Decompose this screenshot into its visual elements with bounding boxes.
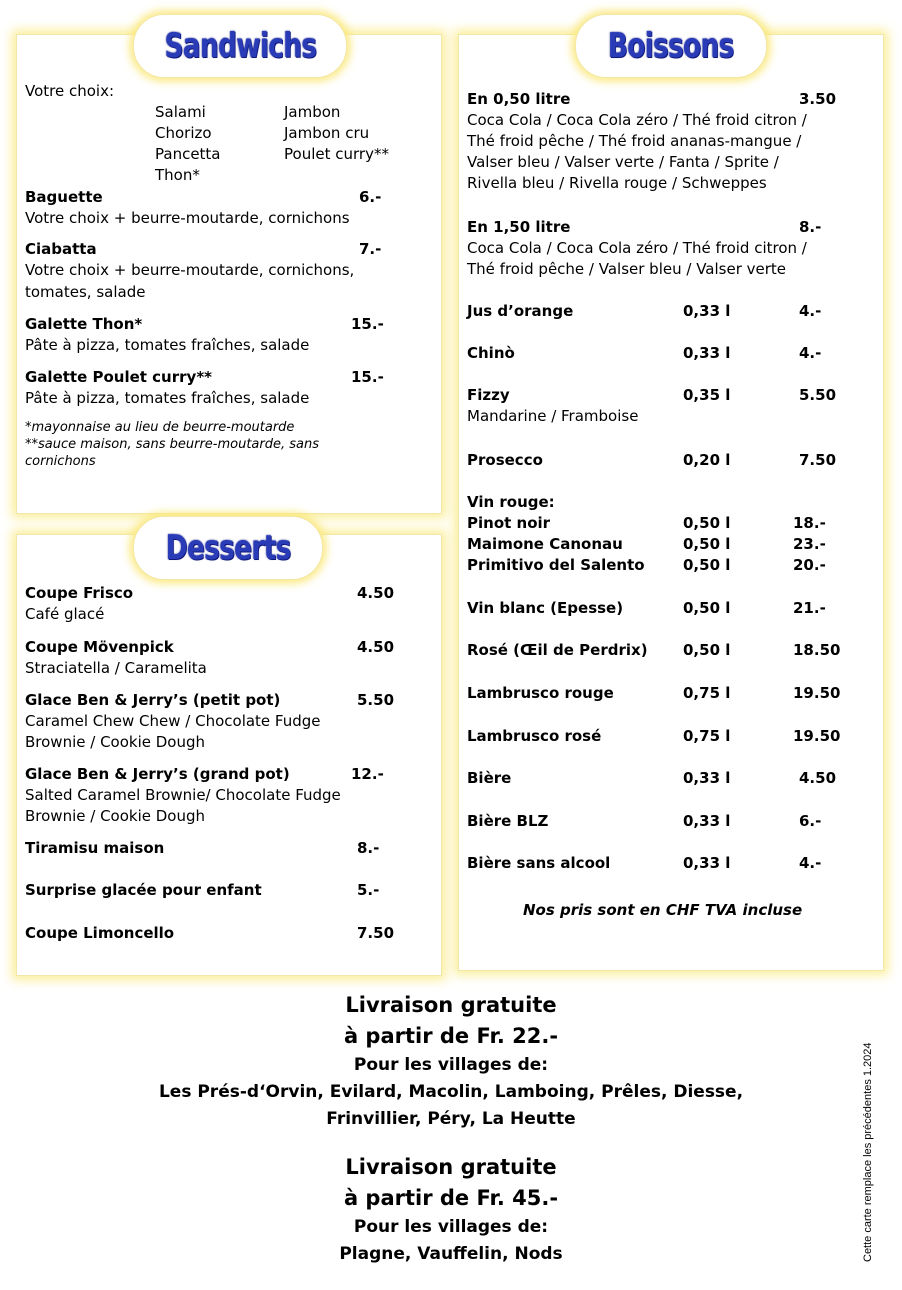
item-name: Galette Poulet curry** bbox=[25, 368, 213, 386]
item-name: Surprise glacée pour enfant bbox=[25, 881, 262, 899]
soft-desc-line: Thé froid pêche / Valser bleu / Valser verte bbox=[467, 260, 787, 278]
choice-item: Salami bbox=[155, 103, 206, 121]
choice-item: Thon* bbox=[155, 166, 200, 184]
drink-price: 4.50 bbox=[799, 769, 837, 787]
delivery-min-order: à partir de Fr. 22.- bbox=[343, 1024, 559, 1048]
item-price: 4.50 bbox=[357, 584, 395, 602]
item-desc: Pâte à pizza, tomates fraîches, salade bbox=[25, 336, 310, 354]
note-line: cornichons bbox=[25, 454, 96, 469]
delivery-block-2 bbox=[0, 1152, 902, 1268]
soft-size: En 0,50 litre bbox=[467, 90, 571, 108]
drink-price: 6.- bbox=[799, 812, 822, 830]
item-price: 12.- bbox=[351, 765, 384, 783]
drink-volume: 0,50 l bbox=[683, 641, 731, 659]
drink-name: Chinò bbox=[467, 344, 515, 362]
drink-volume: 0,33 l bbox=[683, 344, 731, 362]
drink-name: Bière BLZ bbox=[467, 812, 549, 830]
item-desc: tomates, salade bbox=[25, 283, 146, 301]
desserts-panel bbox=[16, 534, 442, 976]
drink-name: Bière sans alcool bbox=[467, 854, 611, 872]
soft-desc-line: Thé froid pêche / Thé froid ananas-mangue / bbox=[467, 132, 802, 150]
drink-price: 4.- bbox=[799, 344, 822, 362]
soft-price: 3.50 bbox=[799, 90, 837, 108]
item-desc: Votre choix + beurre-moutarde, cornichons, bbox=[25, 261, 355, 279]
item-desc: Brownie / Cookie Dough bbox=[25, 807, 206, 825]
soft-desc bbox=[467, 238, 807, 280]
drink-volume: 0,75 l bbox=[683, 684, 731, 702]
drink-price: 5.50 bbox=[799, 386, 837, 404]
item-name: Coupe Frisco bbox=[25, 584, 134, 602]
note-line: *mayonnaise au lieu de beurre-moutarde bbox=[25, 420, 295, 435]
item-desc: Salted Caramel Brownie/ Chocolate Fudge bbox=[25, 786, 341, 804]
drink-name: Prosecco bbox=[467, 451, 543, 469]
boissons-title-badge bbox=[575, 14, 767, 78]
drink-price: 21.- bbox=[793, 599, 826, 617]
soft-desc-line: Coca Cola / Coca Cola zéro / Thé froid citron / bbox=[467, 111, 807, 129]
delivery-title: Livraison gratuite bbox=[345, 1155, 557, 1179]
item-desc: Brownie / Cookie Dough bbox=[25, 733, 206, 751]
drink-price: 18.- bbox=[793, 514, 826, 532]
choice-item: Jambon bbox=[284, 103, 341, 121]
sandwichs-title: Sandwichs bbox=[164, 26, 316, 66]
drink-price: 20.- bbox=[793, 556, 826, 574]
drink-price: 23.- bbox=[793, 535, 826, 553]
item-name: Coupe Mövenpick bbox=[25, 638, 174, 656]
choices-col2 bbox=[284, 102, 389, 165]
note-line: **sauce maison, sans beurre-moutarde, sans bbox=[25, 437, 320, 452]
drink-volume: 0,50 l bbox=[683, 556, 731, 574]
drink-price: 4.- bbox=[799, 302, 822, 320]
soft-size: En 1,50 litre bbox=[467, 218, 571, 236]
item-name: Baguette bbox=[25, 188, 103, 206]
item-price: 15.- bbox=[351, 315, 384, 333]
delivery-villages-label: Pour les villages de: bbox=[353, 1217, 549, 1237]
drink-price: 19.50 bbox=[793, 727, 841, 745]
item-desc: Café glacé bbox=[25, 605, 105, 623]
delivery-min-order: à partir de Fr. 45.- bbox=[343, 1186, 559, 1210]
desserts-title-badge bbox=[133, 516, 323, 580]
choice-item: Poulet curry** bbox=[284, 145, 389, 163]
drink-name: Rosé (Œil de Perdrix) bbox=[467, 641, 648, 659]
item-price: 8.- bbox=[357, 839, 380, 857]
delivery-block-1 bbox=[0, 990, 902, 1133]
drink-name: Fizzy bbox=[467, 386, 510, 404]
drink-volume: 0,35 l bbox=[683, 386, 731, 404]
item-price: 15.- bbox=[351, 368, 384, 386]
drink-volume: 0,50 l bbox=[683, 599, 731, 617]
sandwichs-title-badge bbox=[133, 14, 347, 78]
soft-desc-line: Rivella bleu / Rivella rouge / Schweppes bbox=[467, 174, 767, 192]
item-name: Galette Thon* bbox=[25, 315, 143, 333]
drink-name: Pinot noir bbox=[467, 514, 551, 532]
soft-desc-line: Valser bleu / Valser verte / Fanta / Sprite / bbox=[467, 153, 779, 171]
sandwichs-panel bbox=[16, 34, 442, 514]
drink-price: 4.- bbox=[799, 854, 822, 872]
boissons-panel bbox=[458, 34, 884, 971]
drink-volume: 0,33 l bbox=[683, 854, 731, 872]
item-price: 5.- bbox=[357, 881, 380, 899]
delivery-villages: Les Prés-d‘Orvin, Evilard, Macolin, Lamboing, Prêles, Diesse, bbox=[158, 1082, 744, 1102]
drink-name: Primitivo del Salento bbox=[467, 556, 645, 574]
item-desc: Votre choix + beurre-moutarde, cornichons bbox=[25, 209, 350, 227]
drink-volume: 0,33 l bbox=[683, 302, 731, 320]
item-name: Coupe Limoncello bbox=[25, 924, 175, 942]
delivery-title: Livraison gratuite bbox=[345, 993, 557, 1017]
soft-price: 8.- bbox=[799, 218, 822, 236]
drink-volume: 0,50 l bbox=[683, 514, 731, 532]
drink-volume: 0,33 l bbox=[683, 812, 731, 830]
choice-label: Votre choix: bbox=[25, 82, 115, 100]
item-name: Glace Ben & Jerry’s (grand pot) bbox=[25, 765, 290, 783]
delivery-villages: Plagne, Vauffelin, Nods bbox=[339, 1244, 563, 1264]
delivery-villages: Frinvillier, Péry, La Heutte bbox=[326, 1109, 576, 1129]
soft-desc bbox=[467, 110, 807, 194]
drink-name: Lambrusco rosé bbox=[467, 727, 602, 745]
drink-price: 18.50 bbox=[793, 641, 841, 659]
item-name: Glace Ben & Jerry’s (petit pot) bbox=[25, 691, 281, 709]
item-name: Tiramisu maison bbox=[25, 839, 165, 857]
choices-col1 bbox=[155, 102, 221, 186]
drink-name: Lambrusco rouge bbox=[467, 684, 614, 702]
drink-price: 19.50 bbox=[793, 684, 841, 702]
delivery-villages-label: Pour les villages de: bbox=[353, 1055, 549, 1075]
choice-item: Chorizo bbox=[155, 124, 212, 142]
drink-volume: 0,75 l bbox=[683, 727, 731, 745]
item-price: 7.50 bbox=[357, 924, 395, 942]
boissons-title: Boissons bbox=[608, 26, 734, 66]
sandwich-notes bbox=[25, 419, 319, 470]
item-desc: Straciatella / Caramelita bbox=[25, 659, 207, 677]
drink-volume: 0,33 l bbox=[683, 769, 731, 787]
drink-name: Vin blanc (Epesse) bbox=[467, 599, 624, 617]
item-desc: Caramel Chew Chew / Chocolate Fudge bbox=[25, 712, 321, 730]
drink-name: Jus d’orange bbox=[467, 302, 574, 320]
side-note: Cette carte remplace les précédentes 1.2024 bbox=[862, 1042, 874, 1262]
choice-item: Jambon cru bbox=[284, 124, 370, 142]
drink-volume: 0,20 l bbox=[683, 451, 731, 469]
drink-price: 7.50 bbox=[799, 451, 837, 469]
item-price: 5.50 bbox=[357, 691, 395, 709]
item-price: 4.50 bbox=[357, 638, 395, 656]
choice-item: Pancetta bbox=[155, 145, 221, 163]
vin-rouge-label: Vin rouge: bbox=[467, 493, 555, 511]
drink-name: Bière bbox=[467, 769, 512, 787]
item-name: Ciabatta bbox=[25, 240, 97, 258]
price-note: Nos pris sont en CHF TVA incluse bbox=[523, 901, 803, 919]
item-price: 7.- bbox=[359, 240, 382, 258]
drink-sub: Mandarine / Framboise bbox=[467, 407, 639, 425]
drink-name: Maimone Canonau bbox=[467, 535, 623, 553]
drink-volume: 0,50 l bbox=[683, 535, 731, 553]
item-desc: Pâte à pizza, tomates fraîches, salade bbox=[25, 389, 310, 407]
item-price: 6.- bbox=[359, 188, 382, 206]
soft-desc-line: Coca Cola / Coca Cola zéro / Thé froid citron / bbox=[467, 239, 807, 257]
desserts-title: Desserts bbox=[165, 528, 291, 568]
